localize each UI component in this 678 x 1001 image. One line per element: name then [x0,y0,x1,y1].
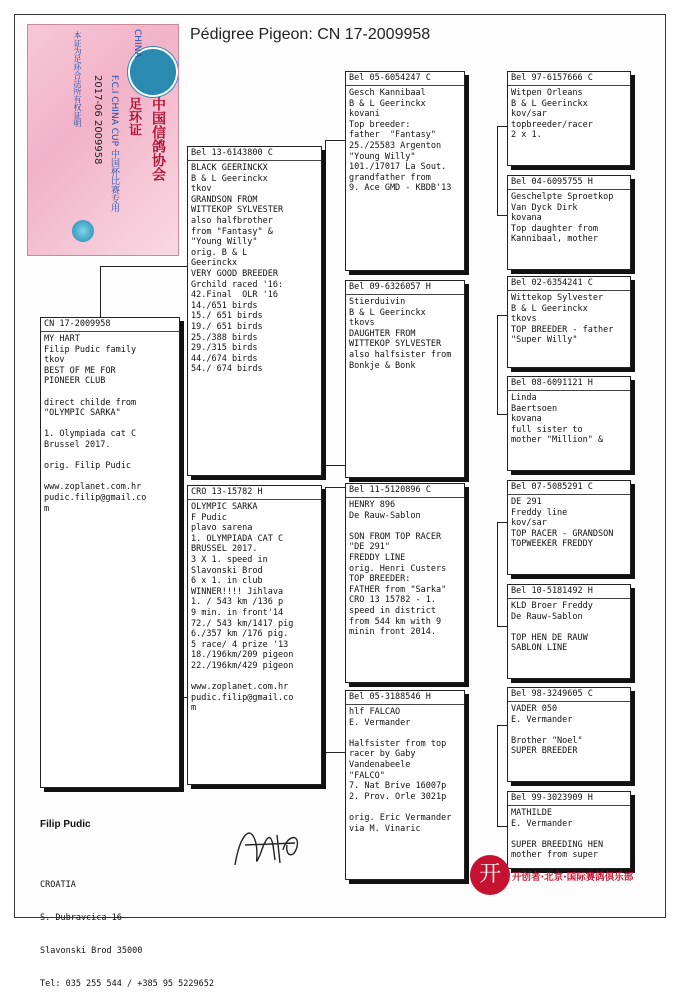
pigeon-card-fff [507,71,631,166]
pigeon-card-mother [187,485,322,785]
ring-number: Bel 05-3188546 H [346,691,464,705]
ring-number: Bel 07-5085291 C [508,481,630,495]
pigeon-card-fm [345,280,465,478]
owner-street: S. Dubravcica 16 [40,913,122,923]
sticker-china: CHINA [132,29,142,58]
connector-mf-branch [497,522,498,627]
pigeon-details: DE 291 Freddy line kov/sar TOP RACER - GRANDSON TOPWEEKER FREDDY [511,497,614,550]
ring-number: Bel 99-3023909 H [508,792,630,806]
ring-number: Bel 02-6354241 C [508,277,630,291]
pigeon-card-ffm [507,175,631,270]
owner-phone: Tel: 035 255 544 / +385 95 5229652 [40,979,214,989]
ring-number: Bel 08-6091121 H [508,377,630,391]
ring-number: Bel 11-5120896 C [346,484,464,498]
pigeon-card-mmm [507,791,631,869]
sticker-org: 中国信鸽协会 [150,97,166,181]
ring-certificate-sticker [27,24,179,256]
signature-icon [225,815,315,875]
connector-mf [325,487,347,488]
connector-main-father [100,266,188,267]
ring-number: Bel 13-6143800 C [188,147,321,161]
owner-country: CROATIA [40,880,76,890]
owner-info [40,797,214,1001]
pigeon-details: Geschelpte Sproetkop Van Dyck Dirk kovana Top daughter from Kannibaal, mother [511,192,614,245]
pigeon-details: VADER 050 E. Vermander Brother "Noel" SUPER BREEDER [511,704,583,757]
pigeon-details: HENRY 896 De Rauw-Sablon SON FROM TOP RACER "DE 291" FREDDY LINE orig. Henri Custers TOP BREEDER: FATHER from "Sarka" CRO 13 15782 - 1. speed in district from 544 km with 9 minin front 2014. [349,500,447,638]
pigeon-card-ff [345,71,465,271]
connector-fm-branch [497,315,498,415]
hologram-icon [72,220,94,242]
page-title: Pédigree Pigeon: CN 17-2009958 [190,26,431,43]
ring-number: Bel 10-5181492 H [508,585,630,599]
pigeon-card-mff [507,480,631,575]
connector-mother [325,487,326,752]
pigeon-card-fmf [507,276,631,368]
pigeon-card-mmf [507,687,631,782]
pigeon-card-mm [345,690,465,880]
pigeon-card-main [40,317,180,788]
ring-number: CN 17-2009958 [41,318,179,332]
owner-city: Slavonski Brod 35000 [40,946,143,956]
connector-fm [325,465,347,466]
sticker-note: 本证为足环合法所有权证明 [73,31,82,127]
pigeon-details: Wittekop Sylvester B & L Geerinckx tkovs TOP BREEDER - father "Super Willy" [511,293,614,346]
connector-mm-branch [497,725,498,827]
pigeon-details: KLD Broer Freddy De Rauw-Sablon TOP HEN DE RAUW SABLON LINE [511,601,593,654]
sticker-subtitle: F.C.I CHINA CUP 中国杯比赛专用 [109,75,119,212]
pigeon-details: Linda Baertsoen kovana full sister to mother "Million" & [511,393,604,446]
pigeon-details: Gesch Kannibaal B & L Geerinckx kovani Top breeder: father "Fantasy" 25./25583 Argenton "Young Willy" 101./17017 La Sout. grandfather from 9. Ace GMD - KBDB'13 [349,88,452,194]
pigeon-details: OLYMPIC SARKA F Pudic plavo sarena 1. OLYMPIADA CAT C BRUSSEL 2017. 3 X 1. speed in Slavonski Brod 6 x 1. in club WINNER!!!! Jihlava 1. / 543 km /136 p 9 min. in front'14 72./ 543 km/1417 pig 6./357 km /176 pig. 5 race/ 4 prize '13 18./196km/209 pigeon 22./196km/429 pigeon www.zoplanet.com.hr pudic.filip@gmail.co m [191,502,294,714]
pigeon-details: Stierduivin B & L Geerinckx tkovs DAUGHTER FROM WITTEKOP SYLVESTER also halfsister from Bonkje & Bonk [349,297,452,371]
connector-ff-branch [497,126,498,216]
pigeon-details: BLACK GEERINCKX B & L Geerinckx tkov GRANDSON FROM WITTEKOP SYLVESTER also halfbrother from "Fantasy" & "Young Willy" orig. B & L Geerinckx VERY GOOD BREEDER Grchild raced '16: 42.Final OLR '16 14./651 birds 15./ 651 birds 19./ 651 birds 25./388 birds 29./315 birds 44./674 birds 54./ 674 birds [191,163,284,375]
ring-number: Bel 97-6157666 C [508,72,630,86]
ring-number: Bel 98-3249605 C [508,688,630,702]
pigeon-card-father [187,146,322,476]
pigeon-details: MY HART Filip Pudic family tkov BEST OF ME FOR PIONEER CLUB direct childe from "OLYMPIC SARKA" 1. Olympiada cat C Brussel 2017. orig. Filip Pudic www.zoplanet.com.hr pudic.filip@gmail.co m [44,334,147,514]
ring-number: Bel 09-6326057 H [346,281,464,295]
ring-number: Bel 05-6054247 C [346,72,464,86]
pigeon-card-mf [345,483,465,683]
connector-father [325,140,326,465]
pigeon-card-fmm [507,376,631,471]
pigeon-details: hlf FALCAO E. Vermander Halfsister from top racer by Gaby Vandenabeele "FALCO" 7. Nat Brive 16007p 2. Prov. Orle 3021p orig. Eric Vermander via M. Vinaric [349,707,452,834]
club-logo-icon: 开 [470,855,510,895]
owner-name: Filip Pudic [40,819,91,830]
sticker-ring-number: 2017-06 2009958 [92,75,103,165]
ring-number: CRO 13-15782 H [188,486,321,500]
connector-mm [325,752,347,753]
club-name: 开创者·北京·国际赛鸽俱乐部 [512,872,634,883]
pigeon-card-mfm [507,584,631,679]
ring-number: Bel 04-6095755 H [508,176,630,190]
connector-ff [325,140,347,141]
sticker-stamp: 足环证 [126,97,141,136]
pigeon-details: Witpen Orleans B & L Geerinckx kov/sar topbreeder/racer 2 x 1. [511,88,593,141]
pigeon-details: MATHILDE E. Vermander SUPER BREEDING HEN mother from super [511,808,604,861]
